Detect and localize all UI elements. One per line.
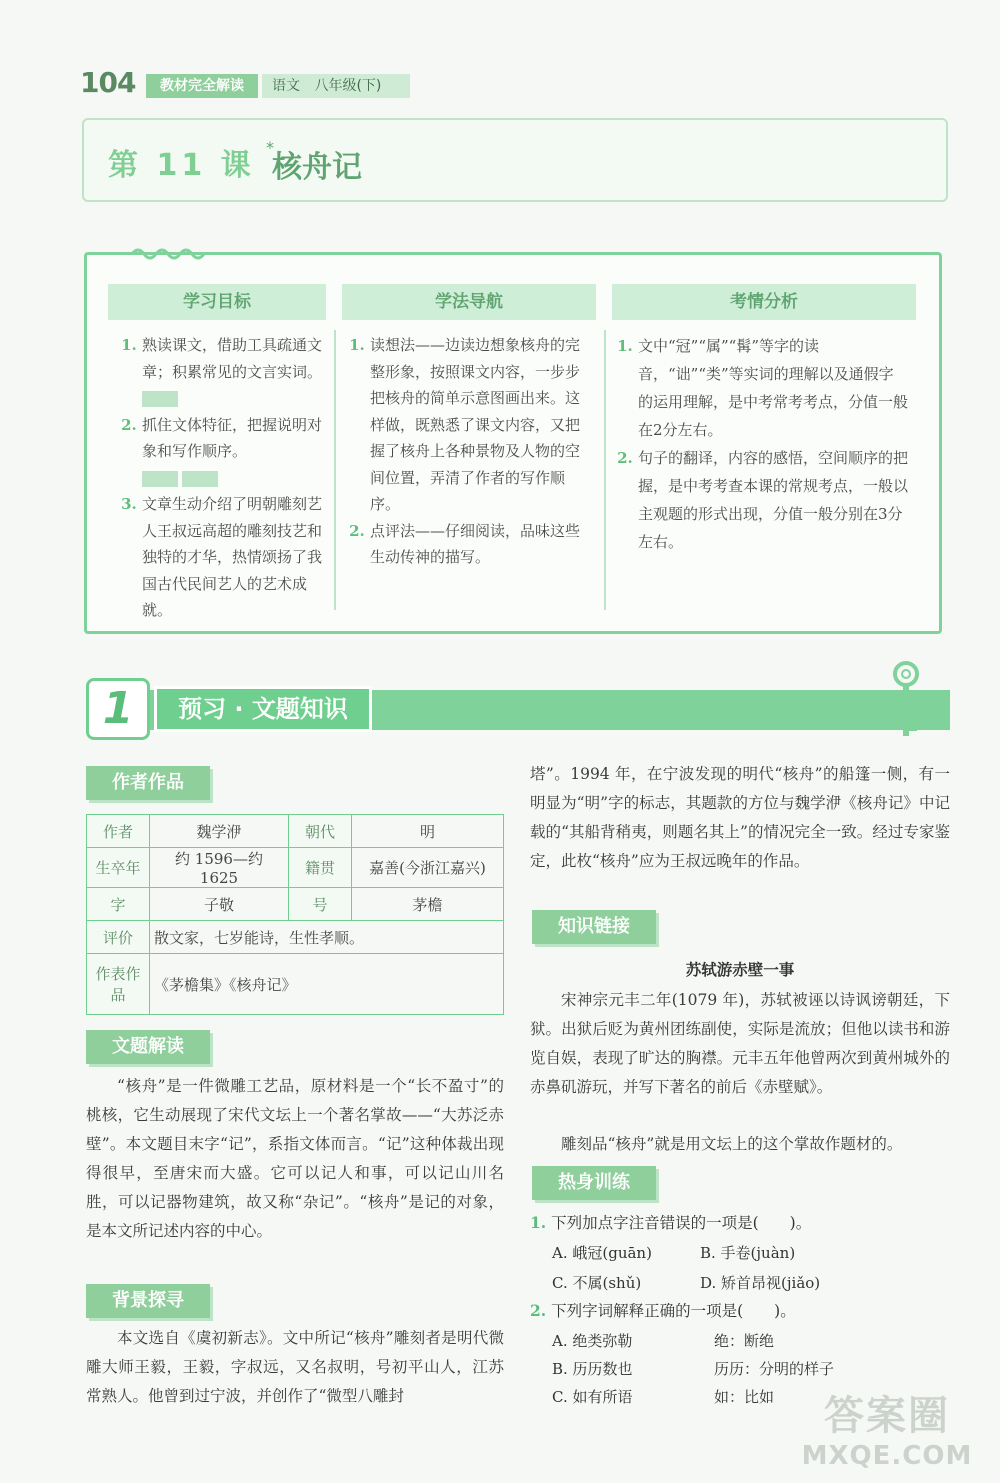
table-cell: 茅檐 (352, 888, 504, 921)
objectives-heading-goals: 学习目标 (108, 284, 326, 320)
option-b: B. 手卷(juàn) (700, 1244, 796, 1262)
background-heading: 背景探寻 (86, 1284, 210, 1318)
key-icon (886, 660, 926, 742)
goal-item: 1. 熟读课文，借助工具疏通文章；积累常见的文言实词。 (142, 332, 324, 412)
goal-item: 3. 文章生动介绍了明朝雕刻艺人王叔远高超的雕刻技艺和独特的才华，热情颂扬了我国古代民间艺人的艺术成就。 (142, 491, 324, 624)
table-label: 朝代 (289, 815, 352, 848)
section-title: 预习 · 文题知识 (154, 686, 372, 732)
table-label: 评价 (87, 921, 150, 954)
grade-label: 八年级(下) (314, 78, 382, 94)
table-label: 生卒年 (87, 848, 150, 888)
question-stem: 下列字词解释正确的一项是( )。 (551, 1302, 796, 1320)
table-label: 号 (289, 888, 352, 921)
series-tag: 教材完全解读 (146, 74, 258, 98)
knowledge-link-paragraph: 雕刻品“核舟”就是用文坛上的这个掌故作题材的。 (561, 1135, 903, 1153)
analysis-column (616, 332, 908, 556)
watermark (792, 1384, 982, 1471)
badge-tag (142, 391, 178, 407)
goals-column (120, 332, 324, 624)
table-cell: 子敬 (150, 888, 289, 921)
column-divider (334, 330, 336, 610)
table-label: 作者 (87, 815, 150, 848)
title-reading-heading: 文题解读 (86, 1030, 210, 1064)
table-label: 作表作品 (87, 954, 150, 1015)
watermark-text: 答案圈 (824, 1393, 950, 1439)
question-2 (530, 1296, 950, 1326)
table-cell: 魏学洢 (150, 815, 289, 848)
knowledge-link-heading: 知识链接 (532, 910, 656, 944)
option-a: A. 绝类弥勒 (552, 1332, 633, 1350)
objectives-heading-analysis: 考情分析 (612, 284, 916, 320)
methods-column (348, 332, 594, 571)
method-item: 1. 读想法——边读边想象核舟的完整形象，按照课文内容，一步步把核舟的简单示意图画出来。这样做，既熟悉了课文内容，又把握了核舟上各种景物及人物的空间位置，弄清了作者的写作顺序。 (370, 332, 594, 518)
title-reading-text: “核舟”是一件微雕工艺品，原材料是一个“长不盈寸”的桃核，它生动展现了宋代文坛上一个著名掌故——“大苏泛赤壁”。本文题目末字“记”，系指文体而言。“记”这种体裁出现得很早，至唐宋而大盛。它可以记人和事，可以记山川名胜，可以记器物建筑，故又称“杂记”。“核舟”是记的对象，是本文所记述内容的中心。 (86, 1077, 504, 1240)
warmup-heading: 热身训练 (532, 1166, 656, 1200)
background-text: 本文选自《虞初新志》。文中所记“核舟”雕刻者是明代微雕大师王毅，王毅，字叔远，又名叔明，号初平山人，江苏常熟人。他曾到过宁波，并创作了“微型八雕封 (86, 1329, 504, 1405)
badge-tag (142, 471, 178, 487)
option-b-explanation: 历历：分明的样子 (714, 1360, 835, 1378)
option-c: C. 如有所语 (552, 1388, 633, 1406)
question-1 (530, 1208, 950, 1238)
badge-tag (182, 471, 218, 487)
question-stem: 下列加点字注音错误的一项是( )。 (551, 1214, 812, 1232)
question-number: 1. (530, 1213, 547, 1232)
option-a: A. 峨冠(guān) (552, 1244, 652, 1262)
goal-item: 2. 抓住文体特征，把握说明对象和写作顺序。 (142, 412, 324, 492)
table-cell: 明 (352, 815, 504, 848)
option-b: B. 历历数也 (552, 1360, 633, 1378)
background-text-continued: 塔”。1994 年，在宁波发现的明代“核舟”的船篷一侧，有一明显为“明”字的标志，其题款的方位与魏学洢《核舟记》中记载的“其船背稍夷，则题名其上”的情况完全一致。经过专家鉴定，此枚“核舟”应为王叔远晚年的作品。 (530, 765, 950, 870)
column-divider (604, 330, 606, 610)
table-row (87, 921, 504, 954)
page-number: 104 (80, 66, 136, 99)
table-cell: 《茅檐集》《核舟记》 (150, 954, 504, 1015)
option-c-explanation: 如：比如 (714, 1388, 775, 1406)
option-c: C. 不属(shǔ) (552, 1274, 642, 1292)
table-row (87, 888, 504, 921)
author-works-heading: 作者作品 (86, 766, 210, 800)
section-badge: 1 (86, 678, 150, 740)
method-item: 2. 点评法——仔细阅读，品味这些生动传神的描写。 (370, 518, 594, 571)
watermark-url: MXQE.COM (801, 1441, 973, 1471)
table-row (87, 954, 504, 1015)
analysis-item: 2. 句子的翻译，内容的感悟，空间顺序的把握，是中考考查本课的常规考点，一般以主观题的形式出现，分值一般分别在3分左右。 (638, 444, 908, 556)
objectives-heading-methods: 学法导航 (342, 284, 596, 320)
knowledge-link-paragraph: 宋神宗元丰二年(1079 年)，苏轼被诬以诗讽谤朝廷，下狱。出狱后贬为黄州团练副使，实际是流放；但他以读书和游览自娱，表现了旷达的胸襟。元丰五年他曾两次到黄州城外的赤鼻矶游玩，并写下著名的前后《赤壁赋》。 (530, 991, 950, 1096)
analysis-item: 1. 文中“冠”“属”“髯”等字的读音，“诎”“类”等实词的理解以及通假字的运用理解，是中考常考考点，分值一般在2分左右。 (638, 332, 908, 444)
table-row (87, 815, 504, 848)
lesson-title: 核舟记 (272, 150, 362, 185)
header-subject (262, 74, 410, 98)
table-cell: 约 1596—约 1625 (150, 848, 289, 888)
table-row (87, 848, 504, 888)
option-a-explanation: 绝：断绝 (714, 1332, 775, 1350)
table-label: 籍贯 (289, 848, 352, 888)
knowledge-link-subtitle: 苏轼游赤壁一事 (685, 961, 795, 979)
author-table (86, 814, 504, 1015)
table-cell: 嘉善(今浙江嘉兴) (352, 848, 504, 888)
table-cell: 散文家，七岁能诗，生性孝顺。 (150, 921, 504, 954)
question-number: 2. (530, 1301, 547, 1320)
table-label: 字 (87, 888, 150, 921)
subject-label: 语文 (272, 78, 300, 94)
lesson-star-mark: * (266, 138, 274, 157)
lesson-number: 第 11 课 (108, 148, 255, 183)
option-d: D. 矫首昂视(jiǎo) (700, 1274, 821, 1292)
wavy-decoration (130, 244, 210, 260)
